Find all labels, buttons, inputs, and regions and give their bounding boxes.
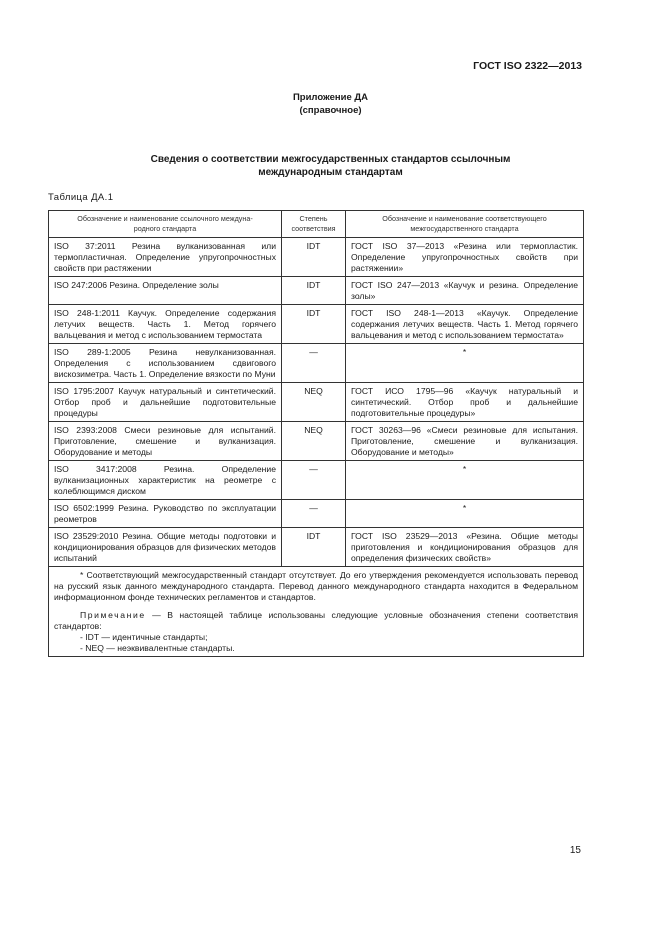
note-label: Примечание [80, 610, 146, 620]
national-standard-cell: * [346, 500, 584, 528]
reference-standard-cell: ISO 247:2006 Резина. Определение золы [49, 277, 282, 305]
table-row [49, 528, 584, 567]
degree-cell: — [282, 500, 346, 528]
header-reference-standard: Обозначение и наименование ссылочного междуна- родного стандарта [49, 211, 282, 238]
national-standard-cell: * [346, 461, 584, 500]
reference-standard-cell: ISO 289-1:2005 Резина невулканизованная. Определения с использованием сдвигового вискозиметра. Часть 1. Определение вязкости по Муни [49, 344, 282, 383]
note-list-item: - IDT — идентичные стандарты; [80, 632, 208, 642]
degree-cell: IDT [282, 528, 346, 567]
table-row [49, 500, 584, 528]
national-standard-cell: * [346, 344, 584, 383]
appendix-heading [0, 91, 661, 117]
table-row [49, 277, 584, 305]
note-paragraph [54, 610, 578, 632]
degree-cell: — [282, 461, 346, 500]
table-header-row [49, 211, 584, 238]
reference-standard-cell: ISO 1795:2007 Каучук натуральный и синтетический. Отбор проб и дальнейшие подготовительные процедуры [49, 383, 282, 422]
reference-standard-cell: ISO 23529:2010 Резина. Общие методы подготовки и кондиционирования образцов для физических методов испытаний [49, 528, 282, 567]
reference-standard-cell: ISO 248-1:2011 Каучук. Определение содержания летучих веществ. Часть 1. Метод горячего вальцевания и метод с использованием термостата [49, 305, 282, 344]
degree-cell: IDT [282, 238, 346, 277]
table-row [49, 344, 584, 383]
degree-cell: NEQ [282, 383, 346, 422]
header-degree: Степень соответствия [282, 211, 346, 238]
table-notes-cell [49, 567, 584, 657]
degree-cell: NEQ [282, 422, 346, 461]
footnote-text: * Соответствующий межгосударственный стандарт отсутствует. До его утверждения рекомендуется использовать перевод на русский язык данного международного стандарта. Перевод данного международного стандарта находится в Федеральном информационном фонде технических регламентов и стандартов. [54, 570, 578, 602]
document-code: ГОСТ ISO 2322—2013 [473, 60, 582, 72]
table-row [49, 383, 584, 422]
page-number: 15 [569, 845, 581, 856]
national-standard-cell: ГОСТ ИСО 1795—96 «Каучук натуральный и синтетический. Отбор проб и дальнейшие подготовительные процедуры» [346, 383, 584, 422]
reference-standard-cell: ISO 37:2011 Резина вулканизованная или термопластичная. Определение упругопрочностных свойств при растяжении [49, 238, 282, 277]
degree-cell: IDT [282, 277, 346, 305]
national-standard-cell: ГОСТ ISO 37—2013 «Резина или термопластик. Определение упругопрочностных свойств при растяжении» [346, 238, 584, 277]
appendix-subtitle: (справочное) [299, 105, 362, 116]
table-notes-row [49, 567, 584, 657]
table-row [49, 461, 584, 500]
table-label: Таблица ДА.1 [48, 192, 114, 203]
reference-standard-cell: ISO 2393:2008 Смеси резиновые для испытаний. Приготовление, смешение и вулканизация. Оборудование и методы [49, 422, 282, 461]
national-standard-cell: ГОСТ 30263—96 «Смеси резиновые для испытания. Приготовление, смешение и вулканизация. Оборудование и методы» [346, 422, 584, 461]
reference-standard-cell: ISO 6502:1999 Резина. Руководство по эксплуатации реометров [49, 500, 282, 528]
table-row [49, 238, 584, 277]
degree-cell: — [282, 344, 346, 383]
reference-standard-cell: ISO 3417:2008 Резина. Определение вулканизационных характеристик на реометре с колеблющимся диском [49, 461, 282, 500]
standards-correspondence-table [48, 210, 584, 657]
section-title-line-1: Сведения о соответствии межгосударственных стандартов ссылочным [150, 154, 511, 165]
note-list-item: - NEQ — неэквивалентные стандарты. [80, 643, 235, 653]
appendix-title: Приложение ДА [292, 92, 369, 103]
national-standard-cell: ГОСТ ISO 247—2013 «Каучук и резина. Определение золы» [346, 277, 584, 305]
section-title [80, 153, 581, 179]
national-standard-cell: ГОСТ ISO 248-1—2013 «Каучук. Определение содержания летучих веществ. Часть 1. Метод горячего вальцевания и метод с использованием термостата» [346, 305, 584, 344]
national-standard-cell: ГОСТ ISO 23529—2013 «Резина. Общие методы приготовления и кондиционирования образцов для определения физических свойств» [346, 528, 584, 567]
degree-cell: IDT [282, 305, 346, 344]
table-row [49, 422, 584, 461]
header-national-standard: Обозначение и наименование соответствующего межгосударственного стандарта [346, 211, 584, 238]
table-row [49, 305, 584, 344]
note-text: — В настоящей таблице использованы следующие условные обозначения степени соответствия стандартов: [54, 610, 578, 631]
section-title-line-2: международным стандартам [258, 167, 403, 178]
